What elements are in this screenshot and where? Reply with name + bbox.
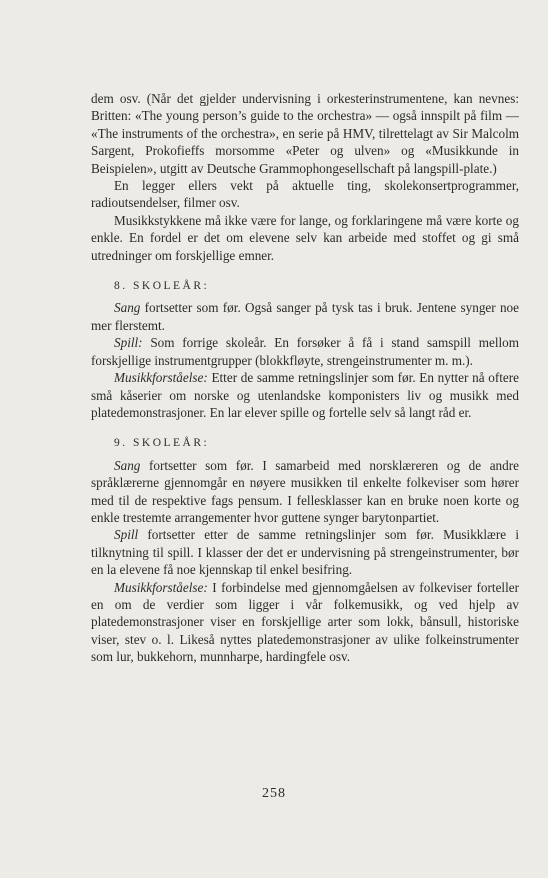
- grade-9-understanding-text: I forbindelse med gjennomgåelsen av folkeviser forteller en om de verdier som ligger i vår folkemusikk, og ved hjelp av platedemonstrasjoner viser en forskjellige arter som lokk, bånsull, historiske viser, stev o. l. Likeså nyttes platedemonstrasjoner av ulike folkeinstrumenter som lur, bukkehorn, munnharpe, hardingfele osv.: [91, 579, 519, 665]
- page-number: 258: [262, 786, 286, 801]
- grade-9-playing: [91, 526, 519, 578]
- page-text-block: [91, 90, 519, 666]
- grade-9-playing-text: fortsetter etter de samme retningslinjer som før. Musikklære i tilknytning til spill. I klasser der det er undervisning på strengeinstrumenter, bør en la elevene få noe kjennskap til enkel besifring.: [91, 527, 519, 578]
- grade-9-understanding-lead: Musikkforståelse:: [114, 579, 208, 595]
- grade-8-playing: [91, 334, 519, 369]
- grade-8-playing-text: Som forrige skoleår. En forsøker å få i stand samspill mellom forskjellige instrumentgrupper (blokkfløyte, strengeinstrumenter m. m.).: [91, 335, 519, 368]
- paragraph-continued: dem osv. (Når det gjelder undervisning i orkesterinstrumentene, kan nevnes: Britten: «The young person’s guide to the orchestra» — også innspilt på film — «The instruments of the orchestra», en serie på HMV, tilrettelagt av Sir Malcolm Sargent, Prokofieffs morsomme «Peter og ulven» og «Musikkunde in Beispielen», utgitt av Deutsche Grammophongesellschaft på langspill-plate.): [91, 91, 519, 176]
- grade-9-singing-lead: Sang: [114, 457, 141, 473]
- grade-8-playing-lead: Spill:: [114, 335, 143, 351]
- grade-9-playing-lead: Spill: [114, 527, 139, 543]
- grade-8-singing-text: fortsetter som før. Også sanger på tysk tas i bruk. Jentene synger noe mer flerstemt.: [91, 300, 519, 333]
- grade-8-understanding-lead: Musikkforståelse:: [114, 370, 208, 386]
- grade-8-understanding-text: Etter de samme retningslinjer som før. En nytter nå oftere små kåserier om norske og utenlandske komponisters liv og musikk med platedemonstrasjoner. En lar elever spille og fortelle selv så langt råd er.: [91, 370, 519, 420]
- grade-9-understanding: [91, 579, 519, 666]
- grade-8-understanding: [91, 369, 519, 421]
- grade-8-singing-lead: Sang: [114, 300, 141, 316]
- grade-9-singing-text: fortsetter som før. I samarbeid med norsklæreren og de andre språklærerne gjennomgår en nøyere musikken til enkelte folkeviser som hører med til de respektive fags pensum. I fellesklasser kan en bruke noen korte og enkle trestemte arrangementer hvor guttene synger barytonpartiet.: [91, 457, 519, 525]
- section-heading-grade-9: 9. SKOLEÅR:: [114, 437, 210, 450]
- paragraph-current-events: En legger ellers vekt på aktuelle ting, skolekonsertprogrammer, radioutsendelser, filmer osv.: [91, 178, 519, 211]
- grade-9-singing: [91, 457, 519, 527]
- grade-8-singing: [91, 299, 519, 334]
- paragraph-music-pieces: Musikkstykkene må ikke være for lange, og forklaringene må være korte og enkle. En fordel er det om elevene selv kan arbeide med stoffet og gi små utredninger om forskjellige emner.: [91, 212, 519, 263]
- section-heading-grade-8: 8. SKOLEÅR:: [114, 280, 210, 293]
